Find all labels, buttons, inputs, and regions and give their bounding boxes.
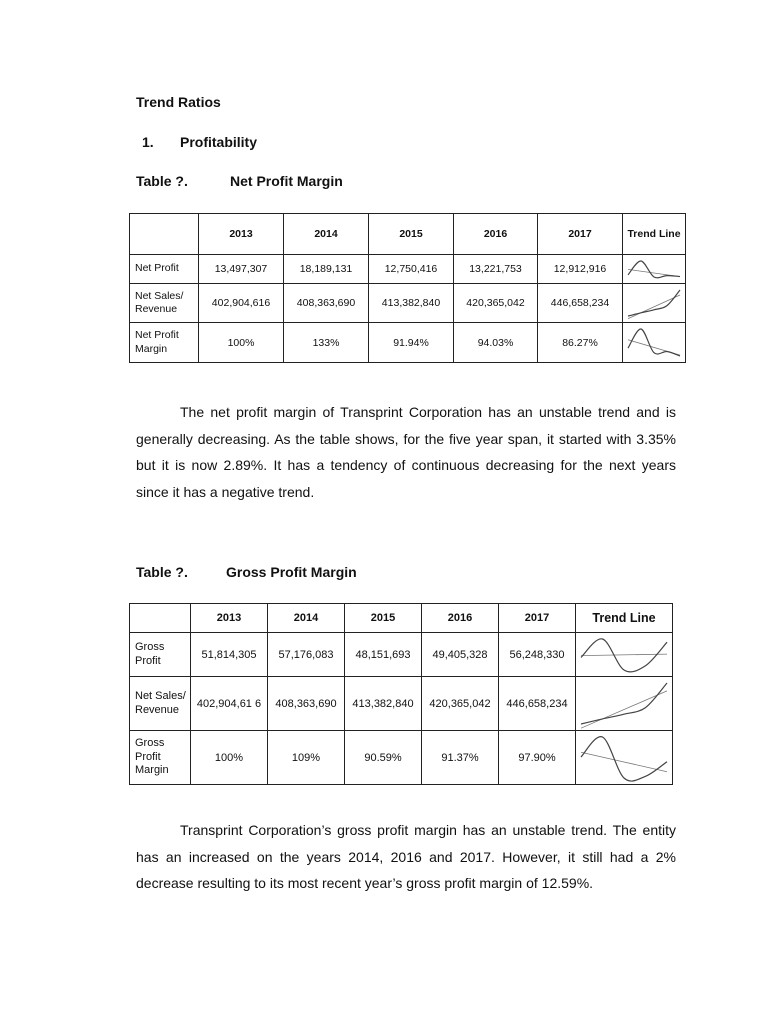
- sparkline-chart: [576, 731, 672, 784]
- paragraph-text: The net profit margin of Transprint Corporation has an unstable trend and is generally decreasing. As the table shows, for the five year span, it started with 3.35% but it is now 2.89%. It has a tendency of continuous decreasing for the next years since it has a negative trend.: [136, 404, 676, 500]
- trendline-regression: [581, 691, 667, 728]
- trend-line-cell: [623, 323, 686, 363]
- header-year: 2017: [538, 214, 623, 255]
- row-label: Gross Profit: [130, 633, 191, 677]
- section-title: Profitability: [180, 134, 258, 150]
- header-year: 2016: [454, 214, 538, 255]
- header-year: 2014: [268, 604, 345, 633]
- header-year: 2017: [499, 604, 576, 633]
- table-cell: 49,405,328: [422, 633, 499, 677]
- trend-line-cell: [623, 255, 686, 284]
- table-header-row: [130, 214, 686, 255]
- header-empty-cell: [130, 214, 199, 255]
- table1-caption-title: Net Profit Margin: [230, 173, 343, 189]
- table-cell: 408,363,690: [284, 284, 369, 323]
- sparkline-chart: [623, 323, 685, 362]
- table-row: [130, 677, 673, 731]
- header-year: 2013: [191, 604, 268, 633]
- table-cell: 402,904,61 6: [191, 677, 268, 731]
- header-year: 2013: [199, 214, 284, 255]
- row-label: Net Sales/ Revenue: [130, 677, 191, 731]
- sparkline-path: [628, 290, 680, 316]
- header-year: 2015: [369, 214, 454, 255]
- table2-caption-title: Gross Profit Margin: [226, 564, 357, 580]
- paragraph-net-profit: [136, 399, 676, 505]
- table-cell: 13,497,307: [199, 255, 284, 284]
- table-cell: 18,189,131: [284, 255, 369, 284]
- trendline-regression: [581, 752, 667, 771]
- document-title: Trend Ratios: [136, 94, 221, 110]
- header-year: 2016: [422, 604, 499, 633]
- table-cell: 408,363,690: [268, 677, 345, 731]
- table-cell: 12,912,916: [538, 255, 623, 284]
- section-number: 1.: [142, 134, 154, 150]
- table-row: [130, 284, 686, 323]
- header-empty-cell: [130, 604, 191, 633]
- table-cell: 420,365,042: [454, 284, 538, 323]
- table-cell: 86.27%: [538, 323, 623, 363]
- table-cell: 413,382,840: [345, 677, 422, 731]
- table-cell: 109%: [268, 731, 345, 785]
- trend-line-cell: [576, 633, 673, 677]
- trendline-regression: [581, 654, 667, 656]
- table-cell: 420,365,042: [422, 677, 499, 731]
- table-cell: 51,814,305: [191, 633, 268, 677]
- trendline-regression: [628, 295, 680, 319]
- table-row: [130, 323, 686, 363]
- paragraph-text: Transprint Corporation’s gross profit margin has an unstable trend. The entity has an increased on the years 2014, 2016 and 2017. However, it still had a 2% decrease resulting to its most recent year’s gross profit margin of 12.59%.: [136, 822, 676, 891]
- table-cell: 402,904,616: [199, 284, 284, 323]
- table-cell: 100%: [199, 323, 284, 363]
- header-year: 2014: [284, 214, 369, 255]
- table-cell: 91.37%: [422, 731, 499, 785]
- table-cell: 48,151,693: [345, 633, 422, 677]
- table-cell: 90.59%: [345, 731, 422, 785]
- table-cell: 413,382,840: [369, 284, 454, 323]
- table-cell: 94.03%: [454, 323, 538, 363]
- header-trend-line: Trend Line: [576, 604, 673, 633]
- sparkline-path: [581, 737, 667, 781]
- sparkline-path: [628, 261, 680, 278]
- table-row: [130, 731, 673, 785]
- header-trend-line: Trend Line: [623, 214, 686, 255]
- table-row: [130, 633, 673, 677]
- row-label: Gross Profit Margin: [130, 731, 191, 785]
- table1-caption-prefix: Table ?.: [136, 173, 188, 189]
- trend-line-cell: [576, 677, 673, 731]
- row-label: Net Sales/ Revenue: [130, 284, 199, 323]
- table-cell: 100%: [191, 731, 268, 785]
- table-header-row: [130, 604, 673, 633]
- table-cell: 56,248,330: [499, 633, 576, 677]
- sparkline-chart: [576, 677, 672, 730]
- header-year: 2015: [345, 604, 422, 633]
- table-row: [130, 255, 686, 284]
- net-profit-margin-table: [129, 213, 686, 363]
- sparkline-chart: [576, 633, 672, 676]
- table-cell: 133%: [284, 323, 369, 363]
- sparkline-path: [581, 683, 667, 724]
- paragraph-gross-profit: [136, 817, 676, 897]
- table-cell: 97.90%: [499, 731, 576, 785]
- row-label: Net Profit Margin: [130, 323, 199, 363]
- sparkline-chart: [623, 255, 685, 283]
- gross-profit-margin-table: [129, 603, 673, 785]
- table-cell: 446,658,234: [499, 677, 576, 731]
- trend-line-cell: [576, 731, 673, 785]
- table-cell: 57,176,083: [268, 633, 345, 677]
- table-cell: 13,221,753: [454, 255, 538, 284]
- table2-caption-prefix: Table ?.: [136, 564, 188, 580]
- table-cell: 12,750,416: [369, 255, 454, 284]
- trend-line-cell: [623, 284, 686, 323]
- table-cell: 91.94%: [369, 323, 454, 363]
- sparkline-chart: [623, 284, 685, 322]
- row-label: Net Profit: [130, 255, 199, 284]
- table-cell: 446,658,234: [538, 284, 623, 323]
